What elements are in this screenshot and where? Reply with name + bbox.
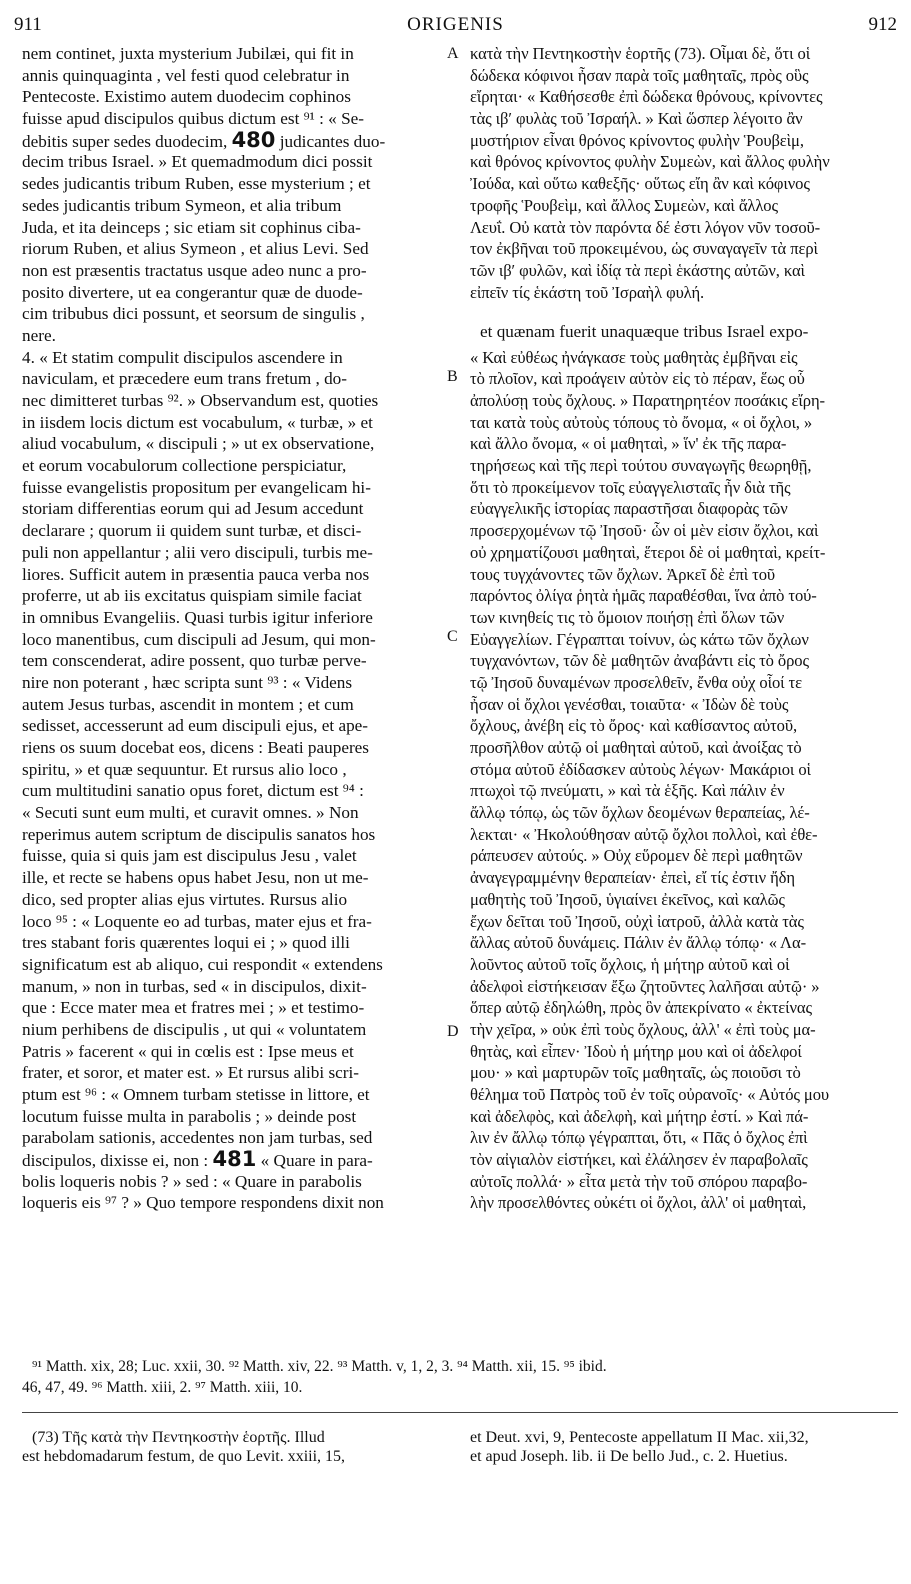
latin-line: frater, et soror, et mater est. » Et rursus alibi scri- [22, 1063, 360, 1083]
margin-marker-a: A [447, 45, 459, 62]
latin-line: liores. Sufficit autem in præsentia pauca verba nos [22, 564, 370, 584]
editor-note-right-1: et Deut. xvi, 9, Pentecoste appellatum II Mac. xii,32, [470, 1429, 809, 1446]
greek-line: καὶ ἄλλο ὄνομα, « οἱ μαθηταὶ, » ἵν' ἐκ τῆς παρα- [470, 434, 787, 454]
editor-note-left-1: (73) Τῆς κατὰ τὴν Πεντηκοστὴν ἑορτῆς. Illud [32, 1429, 325, 1446]
latin-line: naviculam, et præcedere eum trans fretum , do- [22, 369, 348, 389]
greek-line: ὅπερ αὐτῷ ἐδηλώθη, πρὸς ὃν ἀπεκρίνατο « ἐκτείνας [470, 998, 813, 1018]
greek-line: μαθητὴς τοῦ Ἰησοῦ, ὑγιαίνει ἐκεῖνος, καὶ καλῶς [470, 889, 785, 909]
greek-line: τροφῆς Ῥουβεὶμ, καὶ ἄλλος Συμεὼν, καὶ ἄλλος [470, 195, 778, 215]
latin-line: nec dimitteret turbas ⁹². » Observandum est, quoties [22, 391, 379, 410]
greek-line: τὰς ιβʹ φυλὰς τοῦ Ἰσραήλ. » Καὶ ὥσπερ λέγοιτο ἂν [470, 109, 803, 129]
greek-line: ἔχων δεῖται τοῦ Ἰησοῦ, οὐχὶ ἰατροῦ, ἀλλὰ κατὰ τὰς [470, 911, 804, 931]
latin-line: decim tribus Israel. » Et quemadmodum dici possit [22, 152, 373, 172]
latin-line: loco manentibus, cum discipuli ad Jesum, qui mon- [22, 629, 376, 649]
greek-line: στόμα αὐτοῦ ἐδίδασκεν αὐτοὺς λέγων· Μακάριοι οἱ [470, 759, 811, 779]
latin-line: sedes judicantis tribum Symeon, et alia tribum [22, 195, 342, 215]
latin-line: fuisse, quia si quis jam est discipulus Jesu , valet [22, 846, 357, 866]
latin-line: bolis loqueris nobis ? » sed : « Quare in parabolis [22, 1171, 362, 1191]
greek-line: μου· » καὶ μαρτυρῶν τοῖς μαθηταῖς, ὡς ποιοῦσι τὸ [470, 1063, 801, 1083]
greek-line: τὴν χεῖρα, » οὐκ ἐπὶ τοὺς ὄχλους, ἀλλ' « ἐπὶ τοὺς μα- [470, 1019, 816, 1039]
latin-line: locutum fuisse multa in parabolis ; » deinde post [22, 1106, 357, 1126]
greek-line: εὐαγγελικῆς ἱστορίας παραστῆσαι διαφορὰς τῶν [470, 499, 788, 519]
greek-line: θέλημα τοῦ Πατρὸς τοῦ ἐν τοῖς οὐρανοῖς· « Αὐτός μου [470, 1085, 830, 1104]
greek-line: ἀδελφοὶ εἱστήκεισαν ἔξω ζητοῦντες λαλῆσαι αὐτῷ· » [470, 976, 820, 996]
latin-line: dico, sed propter alias ejus virtutes. Rursus alio [22, 889, 348, 909]
greek-line: τηρήσεως καὶ τῆς περὶ τούτου συναγωγῆς θεωρηθῇ, [470, 456, 812, 476]
greek-line: λεκται· « Ἠκολούθησαν αὐτῷ ὄχλοι πολλοὶ, καὶ ἐθε- [470, 824, 818, 844]
latin-line: 4. « Et statim compulit discipulos ascendere in [22, 347, 343, 367]
greek-line: τον ἐκβῆναι τοῦ προκειμένου, ὡς συναγαγεῖν τὰ περὶ [470, 239, 818, 259]
page-number-left: 911 [14, 14, 42, 35]
latin-line: cum multitudini sanatio opus foret, dictum est ⁹⁴ : [22, 781, 364, 801]
latin-line: cim tribubus dici possunt, et seorsum de singulis , [22, 304, 365, 324]
editor-note-left-2: est hebdomadarum festum, de quo Levit. xxiii, 15, [22, 1448, 346, 1465]
greek-line: τὸ πλοῖον, καὶ προάγειν αὐτὸν εἰς τὸ πέραν, ἕως οὗ [470, 369, 805, 389]
column-number: 481 [212, 1147, 257, 1172]
greek-line: των κινηθείς τις τὸ ὅμοιον ποιήσῃ ἐπὶ ὅλων τῶν [470, 607, 785, 627]
latin-line: sedisset, accesserunt ad eum discipuli ejus, et ape- [22, 716, 369, 736]
latin-line: aliud vocabulum, « discipuli ; » ut ex observatione, [22, 434, 375, 454]
greek-line: Ἰούδα, καὶ οὕτω καθεξῆς· οὕτως εἴη ἂν καὶ κόφινος [470, 174, 810, 194]
greek-line: ἦσαν οἱ ὄχλοι γενέσθαι, τοιαῦτα· « Ἰδὼν δὲ τοὺς [470, 694, 789, 714]
greek-line: τῶν ιβʹ φυλῶν, καὶ ἰδίᾳ τὰ περὶ ἑκάστης αὐτῶν, καὶ [470, 260, 805, 280]
latin-line: ptum est ⁹⁶ : « Omnem turbam stetisse in littore, et [22, 1085, 370, 1104]
latin-line: ille, et recte se habens opus habet Jesu, non ut me- [22, 868, 369, 888]
latin-line: riens os suum docebat eos, dicens : Beati pauperes [22, 738, 369, 757]
greek-line: προσερχομένων τῷ Ἰησοῦ· ὧν οἱ μὲν εἰσιν ὄχλοι, καὶ [470, 521, 819, 541]
greek-line: ἄλλας αὐτοῦ δυνάμεις. Πάλιν ἐν ἄλλῳ τόπῳ· « Λα- [470, 933, 806, 953]
latin-line: tres stabant foris quærentes loqui ei ; » quod illi [22, 933, 350, 953]
greek-line: αὐτοῖς πολλά· » εἶτα μετὰ τὴν τοῦ σπόρου παραβο- [470, 1171, 808, 1191]
latin-line: fuisse apud discipulos quibus dictum est ⁹¹ : « Se- [22, 109, 364, 129]
margin-marker-d: D [447, 1023, 459, 1040]
editor-note-right-2: et apud Joseph. lib. ii De bello Jud., c. 2. Huetius. [470, 1448, 788, 1465]
latin-line: parabolam sationis, accedentes non jam turbas, sed [22, 1128, 373, 1148]
greek-line: παρόντος ὀλίγα ῥητὰ ἡμᾶς παραθέσθαι, ἵνα ἀπὸ τού- [470, 586, 817, 606]
latin-line: nium perhibens de discipulis , ut qui « voluntatem [22, 1019, 367, 1039]
greek-line: ὅτι τὸ προκείμενον τοῖς εὐαγγελισταῖς ἦν διὰ τῆς [470, 477, 791, 497]
latin-line: manum, » non in turbas, sed « in discipulos, dixit- [22, 976, 367, 996]
greek-line: Λευΐ. Οὐ κατὰ τὸν παρόντα δέ ἐστι λόγον νῦν τοσοῦ- [470, 217, 821, 237]
greek-line: τυγχανόντων, τῶν δὲ μαθητῶν ἀναβάντι εἰς τὸ ὄρος [470, 651, 809, 671]
latin-line: in omnibus Evangeliis. Quasi turbis igitur inferiore [22, 607, 373, 627]
latin-line: nire non poterant , hæc scripta sunt ⁹³ : « Videns [22, 672, 353, 692]
latin-line: riorum Ruben, et alius Symeon , et alius Levi. Sed [22, 239, 369, 259]
greek-line: τῷ Ἰησοῦ δυναμένων προσελθεῖν, ἔνθα οὐχ οἷοί τε [470, 672, 802, 692]
latin-line: annis quinquaginta , vel festi quod celebratur in [22, 65, 350, 85]
greek-line: εἴρηται· « Καθήσεσθε ἐπὶ δώδεκα θρόνους, κρίνοντες [470, 87, 823, 107]
greek-line: οὐ χρηματίζουσι μαθηταὶ, ἕτεροι δὲ οἱ μαθηταὶ, κρείτ- [470, 542, 826, 562]
greek-line: ἀναγεγραμμένην θεραπείαν· ἐπεὶ, εἴ τίς ἐστιν ἤδη [470, 868, 795, 888]
latin-line: loco ⁹⁵ : « Loquente eo ad turbas, mater ejus et fra- [22, 911, 372, 931]
latin-line: nem continet, juxta mysterium Jubilæi, qui fit in [22, 44, 354, 63]
greek-line: λιν ἐν ἄλλῳ τόπῳ γέγραπται, ὅτι, « Πᾶς ὁ ὄχλος ἐπὶ [470, 1128, 808, 1148]
latin-line: tem conscenderat, adire possent, quo turbæ perve- [22, 651, 367, 671]
page-header [14, 10, 897, 36]
footnote-divider [22, 1412, 898, 1413]
greek-line: λὴν προσελθόντες οὐκέτι οἱ ὄχλοι, ἀλλ' οἱ μαθηταὶ, [470, 1193, 807, 1213]
latin-line: declarare ; quorum ii quidem sunt turbæ, et disci- [22, 521, 362, 541]
footnote-line-1: ⁹¹ Matth. xix, 28; Luc. xxii, 30. ⁹² Matth. xiv, 22. ⁹³ Matth. v, 1, 2, 3. ⁹⁴ Matth. xii, 15. ⁹⁵ ibid. [32, 1358, 607, 1375]
greek-line: ράπευσεν αὐτούς. » Οὐχ εὕρομεν δὲ περὶ μαθητῶν [470, 846, 803, 866]
greek-line: κατὰ τὴν Πεντηκοστὴν ἑορτῆς (73). Οἶμαι δὲ, ὅτι οἱ [470, 44, 811, 63]
greek-line: λοῦντος αὐτοῦ τοῖς ὄχλοις, ἡ μήτηρ αὐτοῦ καὶ οἱ [470, 954, 790, 974]
latin-line: loqueris eis ⁹⁷ ? » Quo tempore respondens dixit non [22, 1193, 384, 1213]
margin-marker-c: C [447, 628, 458, 645]
spanning-line-right: et quænam fuerit unaquæque tribus Israel expo- [480, 322, 809, 341]
latin-line: spiritu, » et quæ sequuntur. Et rursus alio loco , [22, 759, 347, 779]
column-number: 480 [231, 127, 276, 152]
latin-line: in iisdem locis dictum est vocabulum, « turbæ, » et [22, 412, 373, 432]
latin-column [22, 43, 447, 1214]
greek-line: δώδεκα κόφινοι ἦσαν παρὰ τοῖς μαθηταῖς, πρὸς οὓς [470, 65, 809, 85]
greek-line: τὸν αἰγιαλὸν εἱστήκει, καὶ ἐλάλησεν ἐν παραβολαῖς [470, 1150, 808, 1170]
latin-line: que : Ecce mater mea et fratres mei ; » et testimo- [22, 998, 365, 1018]
greek-line: μυστήριον εἶναι θρόνος κρίνοντος φυλὴν Ῥουβεὶμ, [470, 130, 804, 150]
greek-line: θητὰς, καὶ εἶπεν· Ἰδοὺ ἡ μήτηρ μου καὶ οἱ ἀδελφοί [470, 1041, 802, 1061]
footnote-line-2: 46, 47, 49. ⁹⁶ Matth. xiii, 2. ⁹⁷ Matth. xiii, 10. [22, 1379, 303, 1396]
latin-line: nere. [22, 325, 56, 345]
latin-line: Pentecoste. Existimo autem duodecim cophinos [22, 87, 351, 107]
latin-line: Patris » facerent « qui in cœlis est : Ipse meus et [22, 1041, 354, 1061]
greek-line: εἰπεῖν τίς ἑκάστη τοῦ Ἰσραὴλ φυλή. [470, 282, 705, 302]
greek-line: καὶ θρόνος κρίνοντος φυλὴν Συμεὼν, καὶ ἄλλος φυλὴν [470, 152, 830, 172]
latin-line: reperimus autem scriptum de discipulis sanatos hos [22, 824, 376, 844]
latin-line: autem Jesus turbas, ascendit in montem ; et cum [22, 694, 354, 714]
latin-line: proferre, ut ab iis excitatus quispiam simile faciat [22, 586, 362, 606]
latin-line: non est præsentis tractatus usque adeo nunc a pro- [22, 260, 367, 280]
greek-line: προσῆλθον αὐτῷ οἱ μαθηταὶ αὐτοῦ, καὶ ἀνοίξας τὸ [470, 738, 802, 757]
running-title: ORIGENIS [407, 14, 504, 35]
greek-column [470, 43, 898, 1214]
latin-line: « Secuti sunt eum multi, et curavit omnes. » Non [22, 803, 359, 823]
greek-line: τους τυγχάνοντες τῶν ὄχλων. Ἀρκεῖ δὲ ἐπὶ τοῦ [470, 564, 776, 584]
latin-line: et eorum vocabulorum collectione perspiciatur, [22, 456, 347, 476]
latin-line: debitis super sedes duodecim, 480 judicantes duo- [22, 127, 386, 152]
greek-line: ἄλλῳ τόπῳ, ὡς τῶν ὄχλων δεομένων θεραπείας, λέ- [470, 803, 810, 823]
latin-line: puli non appellantur ; alii vero discipuli, turbis me- [22, 542, 373, 562]
greek-line: καὶ ἀδελφὸς, καὶ ἀδελφὴ, καὶ μήτηρ ἐστί. » Καὶ πά- [470, 1106, 809, 1126]
greek-line: ὄχλους, ἀνέβη εἰς τὸ ὄρος· καὶ καθίσαντος αὐτοῦ, [470, 716, 798, 736]
page-number-right: 912 [868, 14, 897, 35]
greek-line: ἀπολύσῃ τοὺς ὄχλους. » Παρατηρητέον ποσάκις εἴρη- [470, 391, 825, 410]
latin-line: Juda, et ita deinceps ; sic etiam sit cophinus ciba- [22, 217, 361, 237]
margin-marker-b: B [447, 368, 458, 385]
latin-line: discipulos, dixisse ei, non : 481 « Quare in para- [22, 1147, 373, 1172]
latin-line: significatum est ab aliquo, cui respondit « extendens [22, 954, 383, 974]
latin-line: posito divertere, ut ea congerantur quæ de duode- [22, 282, 363, 302]
greek-line: Εὐαγγελίων. Γέγραπται τοίνυν, ὡς κάτω τῶν ὄχλων [470, 629, 809, 649]
latin-line: storiam differentias eorum qui ad Jesum accedunt [22, 499, 364, 519]
greek-line: ται κατὰ τοὺς αὐτοὺς τόπους τὸ ὄνομα, « οἱ ὄχλοι, » [470, 412, 813, 432]
latin-line: sedes judicantis tribum Ruben, esse mysterium ; et [22, 174, 371, 194]
latin-line: fuisse evangelistis propositum per evangelicam hi- [22, 477, 371, 497]
greek-line: « Καὶ εὐθέως ἠνάγκασε τοὺς μαθητὰς ἐμβῆναι εἰς [470, 347, 798, 367]
greek-line: πτωχοὶ τῷ πνεύματι, » καὶ τὰ ἑξῆς. Καὶ πάλιν ἐν [470, 781, 785, 801]
